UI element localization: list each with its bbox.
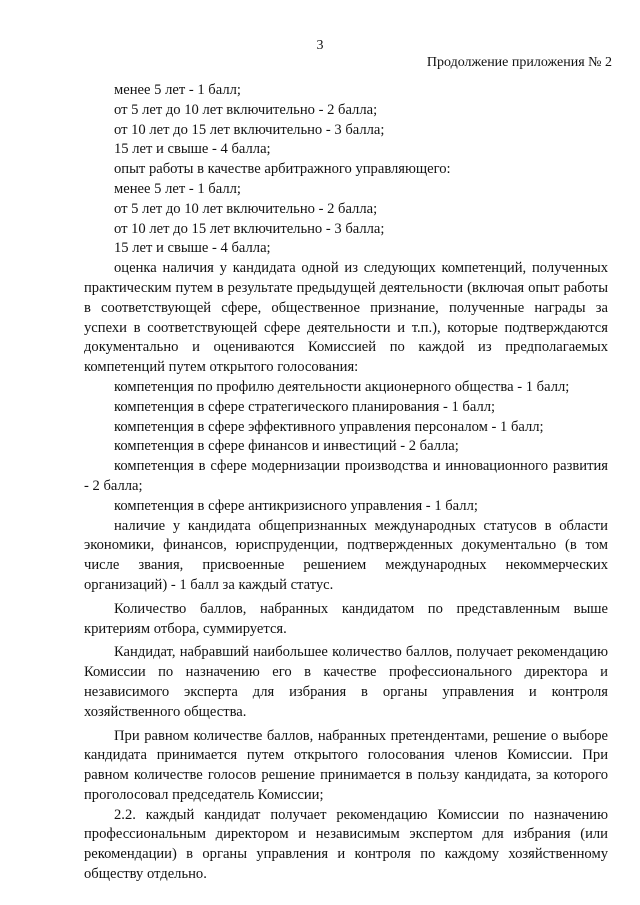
equal-score-paragraph: При равном количестве баллов, набранных претендентами, решение о выборе кандидата принимается путем открытого голосования членов Комиссии. При равном количестве голосов решение принимается в пользу кандидата, за которого проголосовал председатель Комиссии;: [84, 727, 608, 803]
list-item: от 5 лет до 10 лет включительно - 2 балла;: [114, 200, 378, 217]
competency-item: компетенция в сфере модернизации производства и инновационного развития - 2 балла;: [84, 458, 608, 494]
list-item: от 10 лет до 15 лет включительно - 3 балла;: [114, 121, 385, 138]
list-item: 15 лет и свыше - 4 балла;: [114, 141, 271, 158]
list-item: менее 5 лет - 1 балл;: [114, 180, 241, 197]
competency-item: компетенция в сфере стратегического планирования - 1 балл;: [114, 398, 496, 415]
winner-paragraph: Кандидат, набравший наибольшее количество баллов, получает рекомендацию Комиссии по назначению его в качестве профессионального директора и независимого эксперта для избрания в органы управления и контроля хозяйственного общества.: [84, 644, 608, 720]
list-item: менее 5 лет - 1 балл;: [114, 82, 241, 98]
competency-item: компетенция в сфере эффективного управления персоналом - 1 балл;: [114, 418, 544, 435]
competency-item: компетенция по профилю деятельности акционерного общества - 1 балл;: [114, 378, 570, 395]
page-number: 3: [316, 38, 324, 53]
list-item: 15 лет и свыше - 4 балла;: [114, 240, 271, 257]
clause-2-2-paragraph: 2.2. каждый кандидат получает рекомендацию Комиссии по назначению профессиональным директором и независимым экспертом для избрания (или рекомендации) в органы управления и контроля по каждому хозяйственному обществу отдельно.: [84, 806, 608, 883]
sum-paragraph: Количество баллов, набранных кандидатом по представленным выше критериям отбора, суммируется.: [84, 600, 608, 637]
list-item: от 10 лет до 15 лет включительно - 3 балла;: [114, 220, 385, 237]
list-item: опыт работы в качестве арбитражного управляющего:: [114, 161, 451, 178]
document-body: [84, 81, 608, 885]
competencies-paragraph: оценка наличия у кандидата одной из следующих компетенций, полученных практическим путем в результате предыдущей деятельности (включая опыт работы в соответствующей сфере, общественное признание, полученные награды за успехи в соответствующей сфере деятельности и т.п.), которые подтверждаются документально и оцениваются Комиссией по каждой из предполагаемых компетенций путем открытого голосования:: [84, 260, 608, 376]
competency-item: компетенция в сфере финансов и инвестиций - 2 балла;: [114, 438, 459, 455]
competency-item: компетенция в сфере антикризисного управления - 1 балл;: [114, 497, 478, 514]
appendix-continuation-note: Продолжение приложения № 2: [426, 55, 612, 70]
statuses-paragraph: наличие у кандидата общепризнанных международных статусов в области экономики, финансов, юриспруденции, подтвержденных документально (в том числе звания, присвоенные решением международных некоммерческих организаций) - 1 балл за каждый статус.: [84, 517, 608, 593]
list-item: от 5 лет до 10 лет включительно - 2 балла;: [114, 101, 378, 118]
